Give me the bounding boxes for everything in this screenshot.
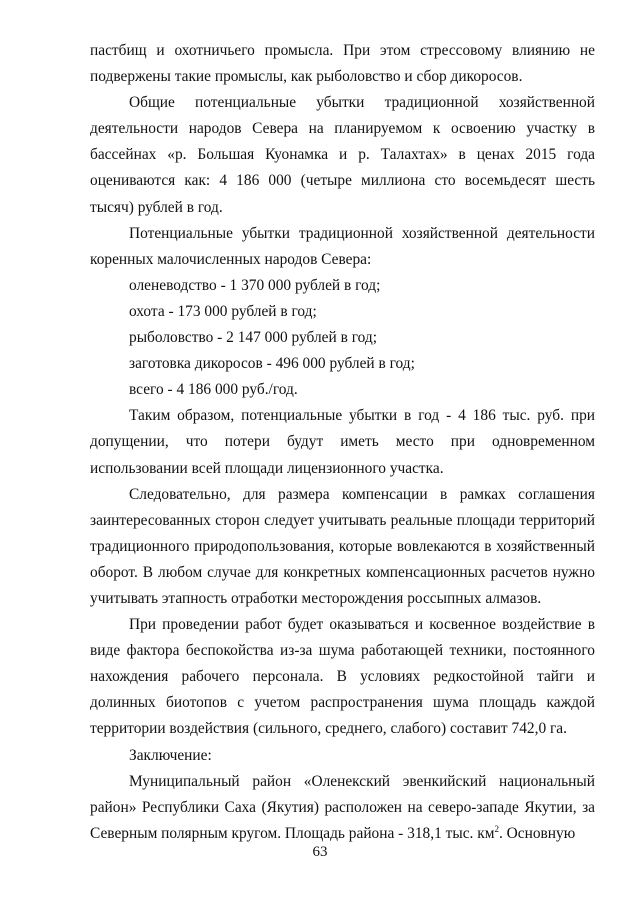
body-text bbox=[90, 38, 595, 847]
paragraph-total-losses: Общие потенциальные убытки традиционной хозяйственной деятельности народов Севера на планируемом к освоению участку в бассейнах «р. Большая Куонамка и р. Талахтах» в ценах 2015 года оцениваются как: 4 186 000 (четыре миллиона сто восемьдесят шесть тысяч) рублей в год. bbox=[90, 94, 595, 216]
list-item-total: всего - 4 186 000 руб./год. bbox=[129, 381, 298, 399]
list-item-fishing: рыболовство - 2 147 000 рублей в год; bbox=[129, 329, 377, 347]
paragraph-losses-intro: Потенциальные убытки традиционной хозяйственной деятельности коренных малочисленных народов Севера: bbox=[90, 224, 595, 268]
district-text: Муниципальный район «Оленекский эвенкийский национальный район» Республики Саха (Якутия) расположен на северо-западе Якутии, за Северным полярным кругом. Площадь района - 318,1 тыс. км bbox=[90, 772, 595, 842]
district-text-tail: . Основную bbox=[498, 824, 576, 842]
superscript: 2 bbox=[494, 823, 499, 834]
paragraph-compensation: Следовательно, для размера компенсации в рамках соглашения заинтересованных сторон следует учитывать реальные площади территорий традиционного природопользования, которые вовлекаются в хозяйственный оборот. В любом случае для конкретных компенсационных расчетов нужно учитывать этапность отработки месторождения россыпных алмазов. bbox=[90, 485, 595, 607]
paragraph-thus: Таким образом, потенциальные убытки в год - 4 186 тыс. руб. при допущении, что потери будут иметь место при одновременном использовании всей площади лицензионного участка. bbox=[90, 407, 595, 477]
list-item-wild-plants: заготовка дикоросов - 496 000 рублей в год; bbox=[129, 355, 415, 373]
paragraph-conclusion-heading: Заключение: bbox=[129, 746, 212, 764]
page-number: 63 bbox=[312, 844, 328, 860]
list-item-reindeer: оленеводство - 1 370 000 рублей в год; bbox=[129, 276, 381, 294]
paragraph-indirect-impact: При проведении работ будет оказываться и косвенное воздействие в виде фактора беспокойства из-за шума работающей техники, постоянного нахождения рабочего персонала. В условиях редкостойной тайги и долинных биотопов с учетом распространения шума площадь каждой территории воздействия (сильного, среднего, слабого) составит 742,0 га. bbox=[90, 616, 595, 738]
list-item-hunting: охота - 173 000 рублей в год; bbox=[129, 302, 317, 320]
paragraph-district bbox=[90, 769, 595, 847]
paragraph-continuation: пастбищ и охотничьего промысла. При этом стрессовому влиянию не подвержены такие промыслы, как рыболовство и сбор дикоросов. bbox=[90, 42, 595, 86]
